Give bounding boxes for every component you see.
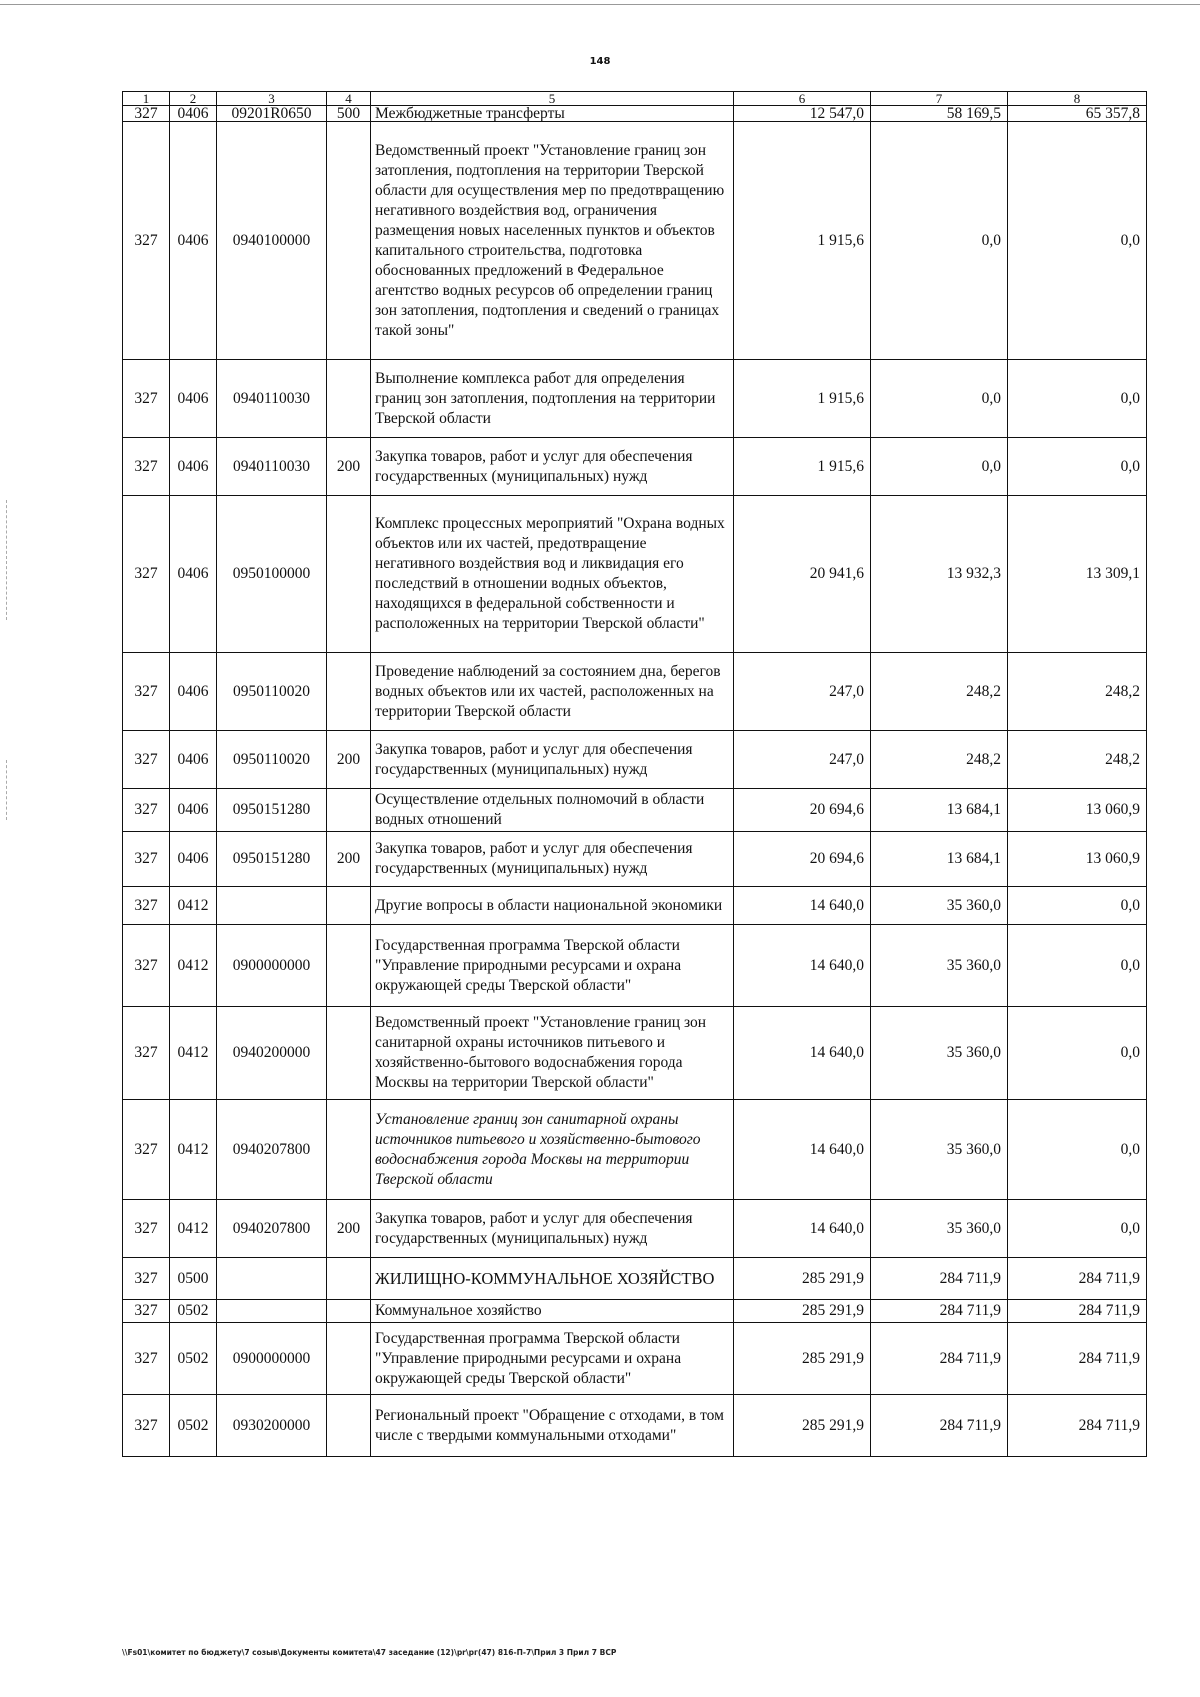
- cell-section: 0502: [170, 1300, 217, 1323]
- column-header: 6: [734, 92, 871, 106]
- cell-expense-type: 500: [327, 106, 371, 122]
- cell-section: 0406: [170, 496, 217, 653]
- cell-amount-2026: 35 360,0: [871, 1200, 1008, 1258]
- cell-amount-2027: 284 711,9: [1008, 1258, 1147, 1300]
- cell-amount-2027: 284 711,9: [1008, 1323, 1147, 1395]
- cell-section: 0412: [170, 887, 217, 925]
- cell-target-article: 0940110030: [217, 438, 327, 496]
- table-row: [123, 360, 1147, 438]
- table-row: [123, 1300, 1147, 1323]
- cell-description: Комплекс процессных мероприятий "Охрана водных объектов или их частей, предотвращение негативного воздействия вод и ликвидация его последствий в отношении водных объектов, находящихся в федеральной собственности и расположенных на территории Тверской области": [371, 496, 734, 653]
- cell-section: 0412: [170, 1007, 217, 1100]
- cell-target-article: 0900000000: [217, 1323, 327, 1395]
- cell-amount-2025: 285 291,9: [734, 1395, 871, 1457]
- cell-amount-2027: 0,0: [1008, 438, 1147, 496]
- cell-target-article: 0950110020: [217, 731, 327, 789]
- cell-amount-2026: 35 360,0: [871, 925, 1008, 1007]
- cell-target-article: 0950151280: [217, 789, 327, 832]
- table-row: [123, 925, 1147, 1007]
- cell-section: 0412: [170, 1100, 217, 1200]
- cell-section: 0500: [170, 1258, 217, 1300]
- cell-amount-2027: 0,0: [1008, 1200, 1147, 1258]
- cell-target-article: 0950100000: [217, 496, 327, 653]
- cell-amount-2025: 285 291,9: [734, 1300, 871, 1323]
- cell-amount-2026: 284 711,9: [871, 1323, 1008, 1395]
- cell-amount-2025: 247,0: [734, 731, 871, 789]
- cell-grbs: 327: [123, 438, 170, 496]
- table-row: [123, 832, 1147, 887]
- cell-target-article: 0940207800: [217, 1100, 327, 1200]
- column-header: 8: [1008, 92, 1147, 106]
- cell-section: 0406: [170, 832, 217, 887]
- cell-amount-2025: 20 694,6: [734, 789, 871, 832]
- table-row: [123, 653, 1147, 731]
- footer-file-path: \\Fs01\комитет по бюджету\7 созыв\Документы комитета\47 заседание (12)\pr\рг(47) 816-П-7\Прил 3 Прил 7 ВСР: [122, 1648, 617, 1657]
- cell-grbs: 327: [123, 122, 170, 360]
- cell-expense-type: 200: [327, 438, 371, 496]
- cell-grbs: 327: [123, 496, 170, 653]
- cell-expense-type: [327, 360, 371, 438]
- cell-amount-2025: 285 291,9: [734, 1323, 871, 1395]
- cell-section: 0406: [170, 438, 217, 496]
- cell-amount-2026: 248,2: [871, 653, 1008, 731]
- cell-amount-2025: 14 640,0: [734, 1007, 871, 1100]
- cell-amount-2027: 284 711,9: [1008, 1300, 1147, 1323]
- cell-grbs: 327: [123, 832, 170, 887]
- table-row: [123, 887, 1147, 925]
- cell-target-article: 0940110030: [217, 360, 327, 438]
- scan-top-rule: [0, 4, 1200, 5]
- cell-target-article: 0950110020: [217, 653, 327, 731]
- cell-amount-2025: 14 640,0: [734, 925, 871, 1007]
- cell-section: 0406: [170, 731, 217, 789]
- cell-expense-type: [327, 653, 371, 731]
- cell-expense-type: [327, 887, 371, 925]
- budget-table: [122, 91, 1147, 1457]
- cell-section: 0406: [170, 106, 217, 122]
- cell-description: Установление границ зон санитарной охраны источников питьевого и хозяйственно-бытового водоснабжения города Москвы на территории Тверской области: [371, 1100, 734, 1200]
- cell-amount-2027: 13 309,1: [1008, 496, 1147, 653]
- cell-expense-type: [327, 1007, 371, 1100]
- cell-amount-2025: 14 640,0: [734, 1200, 871, 1258]
- cell-amount-2026: 0,0: [871, 438, 1008, 496]
- column-header: 3: [217, 92, 327, 106]
- cell-expense-type: [327, 1258, 371, 1300]
- cell-amount-2027: 248,2: [1008, 731, 1147, 789]
- cell-description: Осуществление отдельных полномочий в области водных отношений: [371, 789, 734, 832]
- column-header: 5: [371, 92, 734, 106]
- cell-section: 0406: [170, 653, 217, 731]
- cell-section: 0406: [170, 122, 217, 360]
- cell-grbs: 327: [123, 925, 170, 1007]
- cell-grbs: 327: [123, 731, 170, 789]
- column-header: 7: [871, 92, 1008, 106]
- table-row: [123, 1395, 1147, 1457]
- scan-margin-mark: [6, 500, 7, 620]
- cell-grbs: 327: [123, 106, 170, 122]
- cell-grbs: 327: [123, 1007, 170, 1100]
- cell-grbs: 327: [123, 1395, 170, 1457]
- cell-amount-2027: 0,0: [1008, 887, 1147, 925]
- cell-description: Другие вопросы в области национальной экономики: [371, 887, 734, 925]
- cell-description: Ведомственный проект "Установление границ зон затопления, подтопления на территории Тверской области для осуществления мер по предотвращению негативного воздействия вод, ограничения размещения новых населенных пунктов и объектов капитального строительства, подготовка обоснованных предложений в Федеральное агентство водных ресурсов об определении границ зон затопления, подтопления и сведений о границах такой зоны": [371, 122, 734, 360]
- cell-grbs: 327: [123, 1300, 170, 1323]
- cell-expense-type: [327, 122, 371, 360]
- cell-amount-2027: 0,0: [1008, 122, 1147, 360]
- cell-amount-2026: 35 360,0: [871, 1100, 1008, 1200]
- cell-amount-2025: 14 640,0: [734, 1100, 871, 1200]
- cell-description: Ведомственный проект "Установление границ зон санитарной охраны источников питьевого и хозяйственно-бытового водоснабжения города Москвы на территории Тверской области": [371, 1007, 734, 1100]
- column-header: 1: [123, 92, 170, 106]
- cell-description: Государственная программа Тверской области "Управление природными ресурсами и охрана окружающей среды Тверской области": [371, 1323, 734, 1395]
- cell-amount-2025: 247,0: [734, 653, 871, 731]
- cell-amount-2026: 284 711,9: [871, 1258, 1008, 1300]
- cell-amount-2025: 285 291,9: [734, 1258, 871, 1300]
- cell-target-article: 0930200000: [217, 1395, 327, 1457]
- cell-expense-type: 200: [327, 731, 371, 789]
- cell-amount-2026: 58 169,5: [871, 106, 1008, 122]
- table-row: [123, 789, 1147, 832]
- cell-description: Проведение наблюдений за состоянием дна, берегов водных объектов или их частей, расположенных на территории Тверской области: [371, 653, 734, 731]
- cell-description: Государственная программа Тверской области "Управление природными ресурсами и охрана окружающей среды Тверской области": [371, 925, 734, 1007]
- table-row: [123, 496, 1147, 653]
- cell-grbs: 327: [123, 1100, 170, 1200]
- cell-grbs: 327: [123, 887, 170, 925]
- cell-expense-type: 200: [327, 1200, 371, 1258]
- cell-amount-2025: 20 694,6: [734, 832, 871, 887]
- cell-amount-2027: 0,0: [1008, 925, 1147, 1007]
- cell-expense-type: [327, 789, 371, 832]
- cell-description: Выполнение комплекса работ для определения границ зон затопления, подтопления на территории Тверской области: [371, 360, 734, 438]
- cell-description: Закупка товаров, работ и услуг для обеспечения государственных (муниципальных) нужд: [371, 731, 734, 789]
- cell-amount-2025: 1 915,6: [734, 360, 871, 438]
- cell-description: Коммунальное хозяйство: [371, 1300, 734, 1323]
- cell-amount-2026: 35 360,0: [871, 1007, 1008, 1100]
- cell-amount-2025: 1 915,6: [734, 122, 871, 360]
- cell-target-article: 0940207800: [217, 1200, 327, 1258]
- cell-amount-2027: 284 711,9: [1008, 1395, 1147, 1457]
- cell-amount-2027: 0,0: [1008, 1100, 1147, 1200]
- cell-grbs: 327: [123, 1200, 170, 1258]
- table-row: [123, 1323, 1147, 1395]
- cell-expense-type: [327, 496, 371, 653]
- cell-section: 0406: [170, 360, 217, 438]
- cell-amount-2026: 13 684,1: [871, 832, 1008, 887]
- cell-section: 0502: [170, 1323, 217, 1395]
- column-header: 2: [170, 92, 217, 106]
- cell-description: Закупка товаров, работ и услуг для обеспечения государственных (муниципальных) нужд: [371, 438, 734, 496]
- cell-description: ЖИЛИЩНО-КОММУНАЛЬНОЕ ХОЗЯЙСТВО: [371, 1258, 734, 1300]
- cell-amount-2026: 248,2: [871, 731, 1008, 789]
- cell-amount-2025: 20 941,6: [734, 496, 871, 653]
- cell-expense-type: [327, 1323, 371, 1395]
- cell-section: 0412: [170, 925, 217, 1007]
- cell-grbs: 327: [123, 360, 170, 438]
- cell-amount-2026: 13 932,3: [871, 496, 1008, 653]
- cell-expense-type: [327, 1300, 371, 1323]
- cell-target-article: 09201R0650: [217, 106, 327, 122]
- cell-grbs: 327: [123, 653, 170, 731]
- cell-target-article: [217, 1258, 327, 1300]
- cell-amount-2026: 13 684,1: [871, 789, 1008, 832]
- cell-amount-2026: 284 711,9: [871, 1300, 1008, 1323]
- table-row: [123, 106, 1147, 122]
- cell-description: Закупка товаров, работ и услуг для обеспечения государственных (муниципальных) нужд: [371, 1200, 734, 1258]
- cell-grbs: 327: [123, 1323, 170, 1395]
- cell-amount-2027: 248,2: [1008, 653, 1147, 731]
- cell-amount-2025: 12 547,0: [734, 106, 871, 122]
- cell-target-article: 0940200000: [217, 1007, 327, 1100]
- table-body: [123, 106, 1147, 1457]
- cell-amount-2027: 65 357,8: [1008, 106, 1147, 122]
- cell-expense-type: 200: [327, 832, 371, 887]
- table-row: [123, 1258, 1147, 1300]
- scan-margin-mark: [6, 760, 7, 820]
- page-number: 148: [589, 56, 611, 67]
- cell-section: 0412: [170, 1200, 217, 1258]
- table-row: [123, 438, 1147, 496]
- cell-amount-2025: 14 640,0: [734, 887, 871, 925]
- cell-section: 0502: [170, 1395, 217, 1457]
- cell-amount-2027: 0,0: [1008, 360, 1147, 438]
- cell-expense-type: [327, 1395, 371, 1457]
- table-row: [123, 1200, 1147, 1258]
- cell-target-article: [217, 1300, 327, 1323]
- cell-amount-2027: 0,0: [1008, 1007, 1147, 1100]
- table-row: [123, 1100, 1147, 1200]
- cell-amount-2025: 1 915,6: [734, 438, 871, 496]
- table-row: [123, 1007, 1147, 1100]
- cell-target-article: 0900000000: [217, 925, 327, 1007]
- cell-target-article: 0940100000: [217, 122, 327, 360]
- cell-expense-type: [327, 1100, 371, 1200]
- cell-amount-2026: 284 711,9: [871, 1395, 1008, 1457]
- cell-amount-2026: 0,0: [871, 360, 1008, 438]
- cell-section: 0406: [170, 789, 217, 832]
- cell-expense-type: [327, 925, 371, 1007]
- cell-grbs: 327: [123, 789, 170, 832]
- cell-amount-2026: 35 360,0: [871, 887, 1008, 925]
- cell-description: Межбюджетные трансферты: [371, 106, 734, 122]
- header-row: [123, 92, 1147, 106]
- cell-description: Региональный проект "Обращение с отходами, в том числе с твердыми коммунальными отходами": [371, 1395, 734, 1457]
- cell-grbs: 327: [123, 1258, 170, 1300]
- cell-target-article: 0950151280: [217, 832, 327, 887]
- cell-amount-2027: 13 060,9: [1008, 789, 1147, 832]
- cell-description: Закупка товаров, работ и услуг для обеспечения государственных (муниципальных) нужд: [371, 832, 734, 887]
- table-row: [123, 122, 1147, 360]
- table-row: [123, 731, 1147, 789]
- cell-target-article: [217, 887, 327, 925]
- cell-amount-2026: 0,0: [871, 122, 1008, 360]
- cell-amount-2027: 13 060,9: [1008, 832, 1147, 887]
- column-header: 4: [327, 92, 371, 106]
